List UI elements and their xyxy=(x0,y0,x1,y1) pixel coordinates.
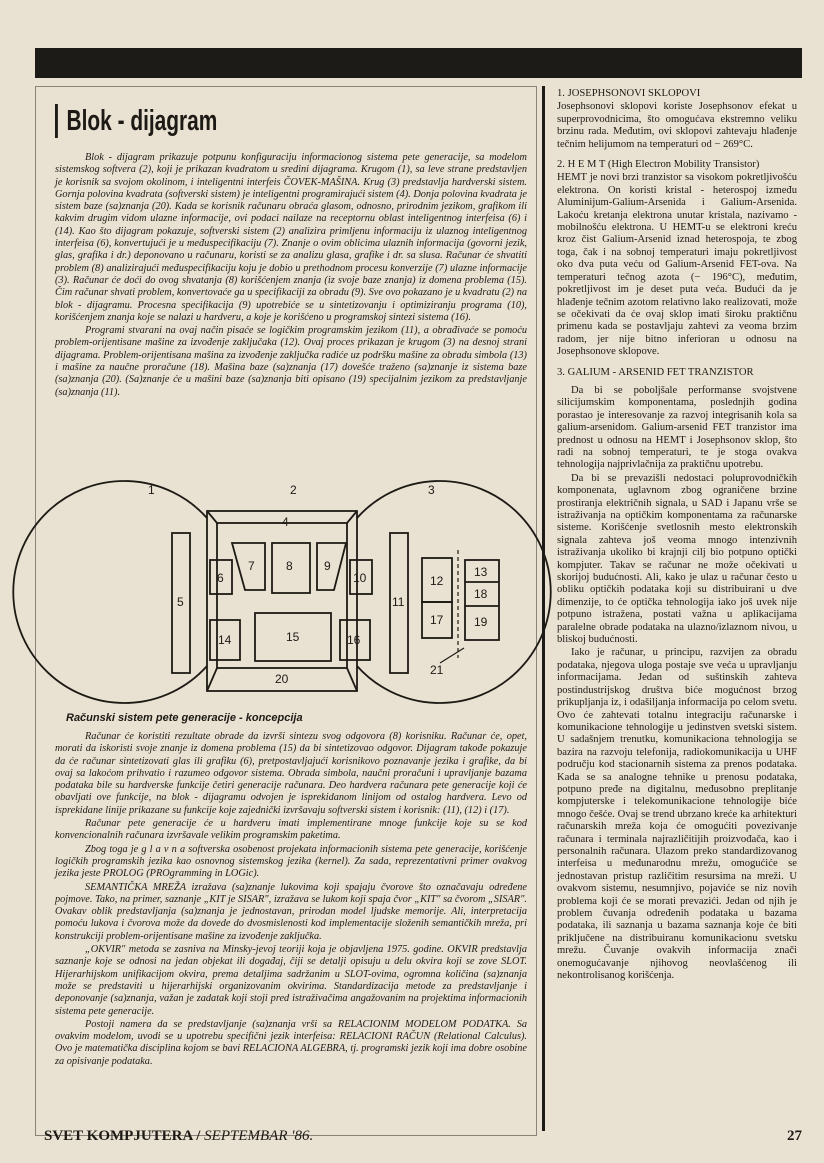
body-paragraph: Računar pete generacije će u hardveru imati implementirane mnoge funkcije koje su se kod konvencionalnih računara izvršavale velikim programskim paketima. xyxy=(55,818,527,842)
page-number: 27 xyxy=(787,1128,802,1144)
section-heading-3: 3. GALIUM - ARSENID FET TRANZISTOR xyxy=(557,366,754,378)
label-9: 9 xyxy=(324,559,331,573)
article-title: Blok - dijagram xyxy=(55,104,217,138)
label-3: 3 xyxy=(428,483,435,497)
label-14: 14 xyxy=(218,633,232,647)
body-paragraph: Postoji namera da se predstavljanje (sa)znanja vrši sa RELACIONIM MODELOM PODATKA. Sa ovakvim modelom, uvodi se u upotrebu specifični jezik interfeisa: RELACIONI RAČUN (Relational Calculus). Ovo je matematička disciplina kojom se bavi RELACIONA ALGEBRA, tj. programski jezik koji ima dobre osobine za opisivanje podataka. xyxy=(55,1018,527,1067)
body-paragraph: SEMANTIČKA MREŽA izražava (sa)znanje lukovima koji spajaju čvorove što označavaju određene pojmove. Tako, na primer, saznanje „KIT je SISAR", izražava se lukom koji spaja čvor „KIT" sa čvorom „SISAR". Ovakav oblik predstavljanja (sa)znanja je jednostavan, prirodan model ljudske memorije. Ali, interpretacija pomoću lukova i čvorova može da dovede do dvosmislenosti kod implementacije složenih semantičkih mreža, pri konstrukciji problem-orijentisane mašine za izvođenje zaključka. xyxy=(55,881,527,942)
label-20: 20 xyxy=(275,672,289,686)
intro-paragraph: Blok - dijagram prikazuje potpunu konfiguraciju informacionog sistema pete generacije, sa modelom sistemskog softvera (2), koji je prikazan kvadratom u sredini dijagrama. Krugom (1), sa leve strane predstavljen je korisnik sa svojom okolinom, i inteligentni interfeis ČOVEK-MAŠINA. Krug (3) predstavlja hardverski sistem. Gornja polovina kvadrata (softverski sistem) je inteligentni programirajući sistem (4). Donja polovina kvadrata je sistem baze (sa)znanja (20). Kada se korisnik računaru obraća glasom, odnosno, prirodnim jezikom, grafikom ili kakvim drugim vidom ulazne informacije, ovi podaci nailaze na receptornu oblast inteligentnog interfeisa (6) i (14). Kao što dijagram pokazuje, softverski sistem (2) analizira primljenu informaciju iz ulaznog inteligentnog interfeisa (6), konvertujući je u međuspecifikaciju (7). Znanje o ovim oblicima ulaznih informacija (govorni jezik, glas, grafika i dr.) deponovano u računaru, koristi se za analizu glasa, grafike i dr. sa slusa. Računar će shvatiti problem (8) analizirajući međuspecifikaciju koju je dobio u prethodnom procesu konverzije (7) ulazne informacije (3). Računar će doći do ovog shvatanja (8) korišćenjem znanja (iz svoje baze znanja) iz domena problema (15). Čim računar shvati problem, konvertovaće ga u specifikaciji za obradu (9). Sve ovo pokazano je u kvadratu (2) na blok - dijagramu. Procesna specifikacija (9) upotrebiće se u sintetizovanju i optimiziranju programa (10), korišćenjem znanja koje se nalazi u hardveru, a koje je korišćeno u programskoj sintezi sistema (16). xyxy=(55,152,527,323)
label-1: 1 xyxy=(148,483,155,497)
block-diagram xyxy=(60,478,488,690)
body-paragraph: Zbog toga je g l a v n a softverska osobenost projekata informacionih sistema pete generacije, korišćenje logičkih programskih jezika kao osnovnog sistemskog jezika (kernel). Za sada, reprezentativni primer ovakvog jezika jeste PROLOG (PROgramming in LOGic). xyxy=(55,843,527,880)
label-8: 8 xyxy=(286,559,293,573)
label-16: 16 xyxy=(347,633,361,647)
label-15: 15 xyxy=(286,630,300,644)
section-text-3: Da bi se poboljšale performanse svojstvene silicijumskim komponentama, poslednjih godina porastao je interesovanje za razvoj integrisanih kola sa galium-arsenidom. Galium-arsenid FET tranzistor ima prednost u odnosu na HEMT i Josephsonov sklop, što radi na sobnoj temperaturi, te je stoga ovakva tehnologija najprivlačnija za praktičnu upotrebu. xyxy=(557,384,797,471)
footer-masthead xyxy=(44,1128,313,1145)
label-13: 13 xyxy=(474,565,488,579)
intro-paragraph: Programi stvarani na ovaj način pisaće se logičkim programskim jezikom (11), a obrađivaće se pomoću problem-orijentisane mašine za izvođenje zaključaka (12). Ovaj proces prikazan je krugom (3) na desnoj strani dijagrama. Problem-orijentisana mašina za izvođenje zaključka radiće uz podršku mašine za obradu simbola (13) i mašine za naučne proračune (18). Mašina baze (sa)znanja (17) dovešće traženo (sa)znanje iz sistema baze (sa)znanja (20). (Sa)znanje će u mašini baze (sa)znanja biti opisano (19) specijalnim jezikom za predstavljanje (sa)znanja (11). xyxy=(55,325,527,398)
label-18: 18 xyxy=(474,587,488,601)
article-body xyxy=(55,731,527,1121)
label-6: 6 xyxy=(217,571,224,585)
pointer-arrow xyxy=(440,648,464,663)
body-paragraph: Računar će koristiti rezultate obrade da izvrši sintezu svog odgovora (8) korisniku. Računar će, opet, morati da iskoristi svoje znanje iz domena problema (15) da bi sintetizovao odgovor. Dijagram takođe pokazuje da će računar sintetizovati glas ili grafiku (6), pretpostavljajući korisnikovo poznavanje jezika i grafike, da bi ovaj sa lakoćom prihvatio i razumeo odgovor sistema. Obrada simbola, naučni proračuni i upravljanje bazama podataka bile su hardverske funkcije četiri generacije računara. Deo hardvera računara pete generacije koji će obavljati ove funkcije, na blok - dijagramu odvojen je isprekidanom linijom od ostalog hardvera. Levo od isprekidane linije prikazane su funkcije koje zajednički izvršavaju softverski sistem i korisnik: (11), (12) i (17). xyxy=(55,731,527,816)
article-intro xyxy=(55,152,527,468)
section-text-2: HEMT je novi brzi tranzistor sa visokom pokretljivošću elektrona. On koristi kristal - heterospoj između Aluminijum-Galium-Arsenida i Galium-Arsenida. Lakoću kretanja elektrona unutar kristala, nazivamo - mobilnošću elektrona. U HEMT-u se elektroni kreću kroz čist Galium-Arsenid iznad heterospoja, te zbog toga, čak i na sobnoj temperaturi imaju pokretljivost oko dva puta veću od Galium-Arsenid FET-ova. Na temperaturi tečnog azota (− 196°C), međutim, pokretljivost im je deset puta veća. Budući da je hlađenje tečnim azotom relativno lako realizovati, može se očekivati da će ovaj sklop imati široku praktičnu primenu kada se postavljaju zahtevi za veoma brzim radom, jer nije bitno inferioran u odnosu na Josephsonove sklopove. xyxy=(557,172,797,358)
label-12: 12 xyxy=(430,574,444,588)
label-7: 7 xyxy=(248,559,255,573)
label-2: 2 xyxy=(290,483,297,497)
diagram-caption: Računski sistem pete generacije - koncepcija xyxy=(66,712,303,724)
label-17: 17 xyxy=(430,613,444,627)
section-heading-1: 1. JOSEPHSONOVI SKLOPOVI xyxy=(557,88,701,99)
diagram-square-inner xyxy=(217,523,347,668)
label-21: 21 xyxy=(430,663,444,677)
label-11: 11 xyxy=(392,595,405,609)
header-bar xyxy=(35,48,802,78)
label-19: 19 xyxy=(474,615,488,629)
column-divider xyxy=(542,86,545,1131)
section-text-3: Da bi se prevazišli nedostaci poluprovodničkih komponenata, uglavnom zbog ograničene brzine prostiranja električnih signala, u SAD i Japanu vrše se istraživanja na optičkim komponentama za računarske sisteme. Korišćenje svetlosnih mesto elektronskih signala zahteva još veoma mnogo intenzivnih istraživanja ukoliko bi krajnji cilj bio potpuno optički kompjuter. Takav se računar ne može očekivati u skorijoj budućnosti. Ali, kako je ulaz u računar često u obliku optičkih podataka koji su distribuirani u dve dimenzije, to će optička tehnologija iako još uvek nije potpuno istražena, postati važna u aplikacijama paralelne obrade podataka na ulazno/izlaznom nivou, u bliskoj budućnosti. xyxy=(557,472,797,646)
label-4: 4 xyxy=(282,515,289,529)
body-paragraph: „OKVIR" metoda se zasniva na Minsky-jevoj teoriji koja je objavljena 1975. godine. OKVIR predstavlja saznanje koje se odnosi na jedan objekat ili događaj, čiji se detalji opisuju u delu okvira koji se zove SLOT. Hijerarhijskom unifikacijom okvira, prema detaljima sadržanim u SLOT-ovima, ogromna količina (sa)znanja može se predstaviti u hijerarhijski organizovanim okvirima. Standardizacija metode za predstavljanje i deponovanje (sa)znanja, važan je zadatak koji stoji pred istraživačima angažovanim na projektima informacionih sistema pete generacije. xyxy=(55,944,527,1017)
sidebar-column xyxy=(557,88,797,1118)
magazine-name: SVET KOMPJUTERA / xyxy=(44,1128,201,1144)
label-10: 10 xyxy=(353,571,367,585)
section-text-1: Josephsonovi sklopovi koriste Josephsonov efekat u superprovodnicima, što omogućava ekstremno veliku brzinu rada. Međutim, ovi sklopovi zahtevaju hlađenje tečnim helijumom na temperaturi od − 269°C. xyxy=(557,101,797,150)
section-heading-2: 2. H E M T (High Electron Mobility Transistor) xyxy=(557,159,760,171)
box-9 xyxy=(317,543,346,590)
section-text-3: Iako je računar, u principu, razvijen za obradu podataka, njegova uloga postaje sve veća u upravljanju informacijama. Jedan od suštinskih zahteva postindustrijskog društva biće mogućnost brzog prikupljanja iz, i odašiljanja informacija po celom svetu. Ovo će zahtevati totalnu integraciju računarske i komunikacione tehnologije u jedinstven svetski sistem. U sadašnjem trenutku, komunikaciona tehnologija se bazira na razvoju telefonija, radiokomunikacija u UHF području kod stacionarnih sistema za prenos podataka. Kada se sa analogne tehnike u prenosu podataka, potpuno pređe na digitalnu, međusobno preplitanje kompjuterske i telekomunikacione tehnologije biće mnogo češće. Ovaj se trend ubrzano kreće ka arhitekturi računarskih mreža koja će omogućiti povezivanje računara i terminala najrazličitijih proizvođača, kao i personalnih računara. Ulazom preko standardizovanog interfeisa u međunarodnu mrežu, omogućiće se jednostavan pristup različitim resursima na mreži. U ovakvom sistemu, nesumnjivo, pojaviće se niz novih problema koji će se morati prevazići. Jedan od njih je problem čuvanja određenih podataka u bazama podataka, ili saznanja u bazama saznanja koje će biti priključene na distribuiranu komunikacionu svetsku mrežu. Čuvanje ovakvih informacija znači onemogućavanje njihovog neovlašćenog ili nekontrolisanog korišćenja. xyxy=(557,647,797,982)
diagram-square-outer xyxy=(207,511,357,691)
label-5: 5 xyxy=(177,595,184,609)
issue-date: SEPTEMBAR '86. xyxy=(204,1128,314,1144)
